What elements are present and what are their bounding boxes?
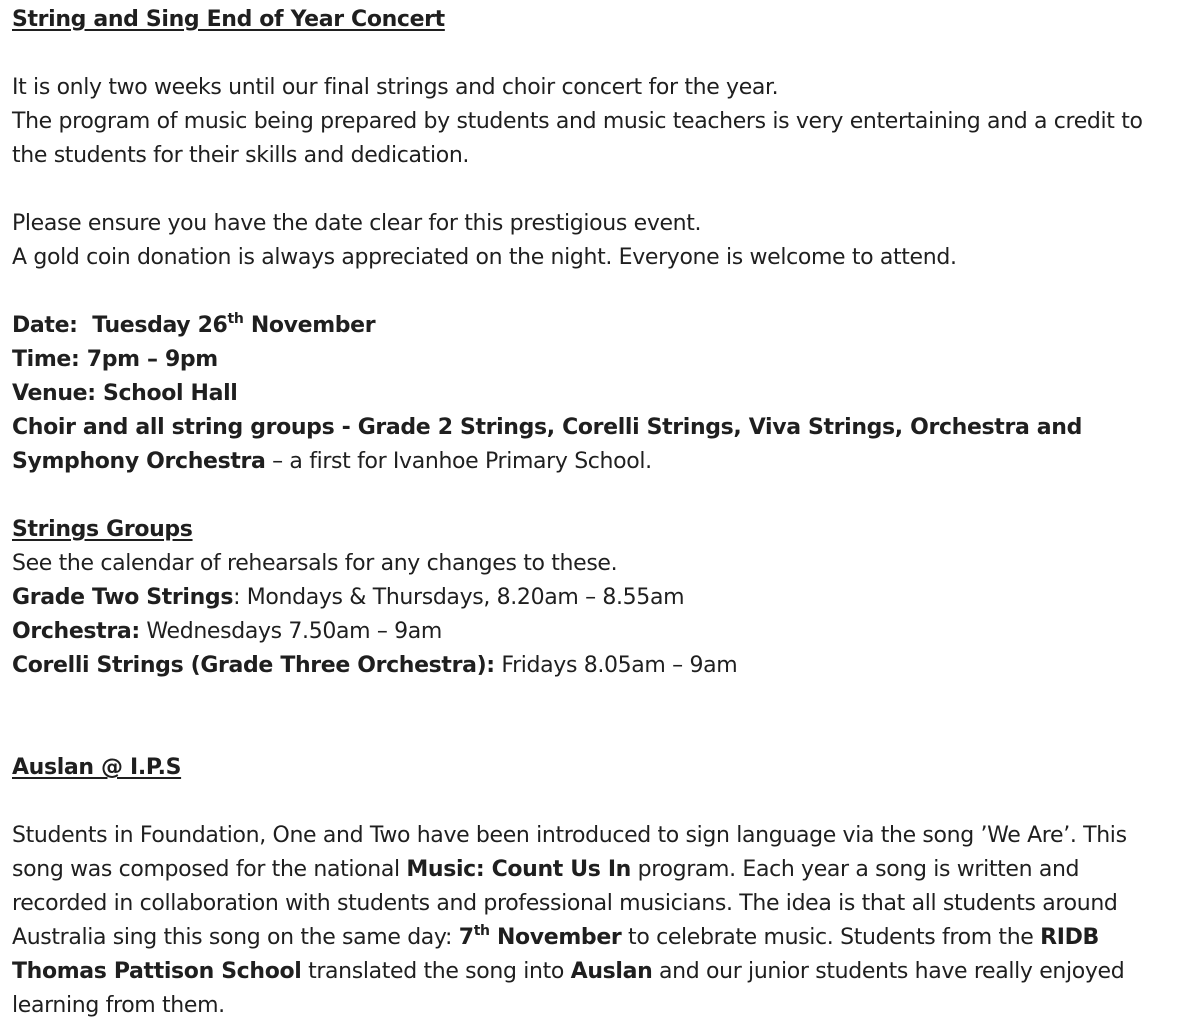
date-month: November [250, 313, 376, 338]
concert-intro-line: the students for their skills and dedication. [12, 143, 470, 168]
auslan-text: translated the song into [301, 959, 571, 984]
event-day: 7 [458, 925, 474, 950]
auslan-text: program. Each year a song is written and [631, 857, 1080, 882]
school-name: RIDB [1040, 925, 1099, 950]
spacer [12, 275, 1198, 309]
spacer [12, 479, 1198, 513]
auslan-paragraph-line [12, 921, 1198, 955]
strings-groups-note: See the calendar of rehearsals for any changes to these. [12, 551, 618, 576]
date-ordinal: th [227, 311, 244, 327]
rehearsal-times: Wednesdays 7.50am – 9am [139, 619, 442, 644]
concert-heading: String and Sing End of Year Concert [12, 7, 445, 32]
concert-note-line: Please ensure you have the date clear for this prestigious event. [12, 211, 702, 236]
concert-note-line: A gold coin donation is always appreciated on the night. Everyone is welcome to attend. [12, 245, 957, 270]
newsletter-document [12, 3, 1198, 1023]
concert-venue: Venue: School Hall [12, 381, 238, 406]
auslan-paragraph-line: Students in Foundation, One and Two have been introduced to sign language via the song ’We Are’. This [12, 823, 1127, 848]
program-name: Music: Count Us In [406, 857, 631, 882]
event-day-ordinal: th [473, 923, 490, 939]
auslan-paragraph-line [12, 955, 1198, 989]
rehearsal-group-name: Corelli Strings (Grade Three Orchestra): [12, 653, 495, 678]
language-name: Auslan [570, 959, 653, 984]
concert-intro-line: The program of music being prepared by students and music teachers is very entertaining and a credit to [12, 109, 1143, 134]
rehearsal-row [12, 649, 1198, 683]
date-day: Tuesday 26 [92, 313, 228, 338]
auslan-paragraph-line [12, 853, 1198, 887]
auslan-text: and our junior students have really enjoyed [652, 959, 1125, 984]
concert-date [12, 309, 1198, 343]
rehearsal-times: Fridays 8.05am – 9am [494, 653, 738, 678]
spacer [12, 683, 1198, 751]
concert-time: Time: 7pm – 9pm [12, 347, 218, 372]
spacer [12, 37, 1198, 71]
date-label: Date: [12, 313, 78, 338]
auslan-paragraph-line: recorded in collaboration with students and professional musicians. The idea is that all students around [12, 891, 1118, 916]
concert-groups-bold: Symphony Orchestra [12, 449, 266, 474]
rehearsal-times: : Mondays & Thursdays, 8.20am – 8.55am [233, 585, 685, 610]
auslan-heading: Auslan @ I.P.S [12, 755, 182, 780]
rehearsal-row [12, 615, 1198, 649]
event-month: November [489, 925, 622, 950]
spacer [12, 173, 1198, 207]
concert-groups-line [12, 445, 1198, 479]
strings-groups-heading: Strings Groups [12, 517, 193, 542]
rehearsal-row [12, 581, 1198, 615]
auslan-text: Australia sing this song on the same day: [12, 925, 459, 950]
school-name: Thomas Pattison School [12, 959, 302, 984]
spacer [12, 785, 1198, 819]
rehearsal-group-name: Grade Two Strings [12, 585, 234, 610]
concert-groups-text: – a first for Ivanhoe Primary School. [265, 449, 652, 474]
auslan-text: to celebrate music. Students from the [621, 925, 1041, 950]
concert-intro-line: It is only two weeks until our final strings and choir concert for the year. [12, 75, 779, 100]
concert-groups-line: Choir and all string groups - Grade 2 Strings, Corelli Strings, Viva Strings, Orchestra and [12, 415, 1082, 440]
rehearsal-group-name: Orchestra: [12, 619, 140, 644]
auslan-paragraph-line: learning from them. [12, 993, 225, 1018]
auslan-text: song was composed for the national [12, 857, 407, 882]
